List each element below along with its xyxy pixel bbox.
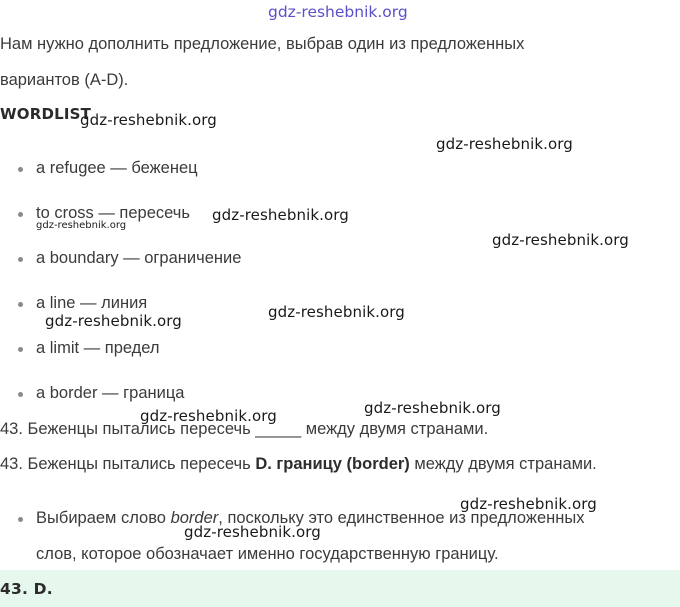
wordlist-item: a border — граница	[36, 384, 185, 402]
wordlist-item: a boundary — ограничение	[36, 249, 242, 267]
intro-line-1: Нам нужно дополнить предложение, выбрав один из предложенных	[0, 35, 525, 53]
bullet-icon	[18, 167, 23, 172]
watermark-overlay-small: gdz-reshebnik.org	[36, 220, 127, 231]
wordlist-heading: WORDLIST	[0, 105, 92, 123]
answer-sentence-bold: D. границу (border)	[255, 455, 410, 473]
final-answer: 43. D.	[0, 580, 53, 598]
watermark-overlay: gdz-reshebnik.org	[268, 303, 405, 321]
wordlist-item: a refugee — беженец	[36, 159, 198, 177]
answer-sentence-before: 43. Беженцы пытались пересечь	[0, 455, 256, 473]
watermark-overlay: gdz-reshebnik.org	[184, 523, 321, 541]
explanation-line-2: слов, которое обозначает именно государственную границу.	[36, 545, 499, 563]
wordlist-item: a line — линия	[36, 294, 148, 312]
watermark-overlay: gdz-reshebnik.org	[45, 312, 182, 330]
final-answer-bar	[0, 570, 680, 607]
wordlist-item: to cross — пересечь	[36, 204, 190, 222]
watermark-overlay: gdz-reshebnik.org	[364, 399, 501, 417]
watermark-overlay: gdz-reshebnik.org	[492, 231, 629, 249]
answer-sentence	[0, 455, 597, 474]
watermark-overlay: gdz-reshebnik.org	[212, 206, 349, 224]
bullet-icon	[18, 302, 23, 307]
bullet-icon	[18, 212, 23, 217]
watermark-overlay: gdz-reshebnik.org	[140, 407, 277, 425]
watermark-overlay: gdz-reshebnik.org	[80, 111, 217, 129]
explanation-italic: border	[170, 509, 219, 527]
bullet-icon	[18, 392, 23, 397]
question-text: 43. Беженцы пытались пересечь _____ между двумя странами.	[0, 420, 489, 438]
watermark-overlay: gdz-reshebnik.org	[460, 495, 597, 513]
wordlist-item: a limit — предел	[36, 339, 160, 357]
explanation-after: , поскольку это единственное из предложенных	[218, 509, 585, 527]
bullet-icon	[18, 517, 23, 522]
watermark-top: gdz-reshebnik.org	[268, 3, 408, 21]
explanation-before: Выбираем слово	[36, 509, 171, 527]
bullet-icon	[18, 347, 23, 352]
intro-line-2: вариантов (A-D).	[0, 71, 129, 89]
answer-sentence-after: между двумя странами.	[409, 455, 597, 473]
watermark-overlay: gdz-reshebnik.org	[436, 135, 573, 153]
bullet-icon	[18, 257, 23, 262]
